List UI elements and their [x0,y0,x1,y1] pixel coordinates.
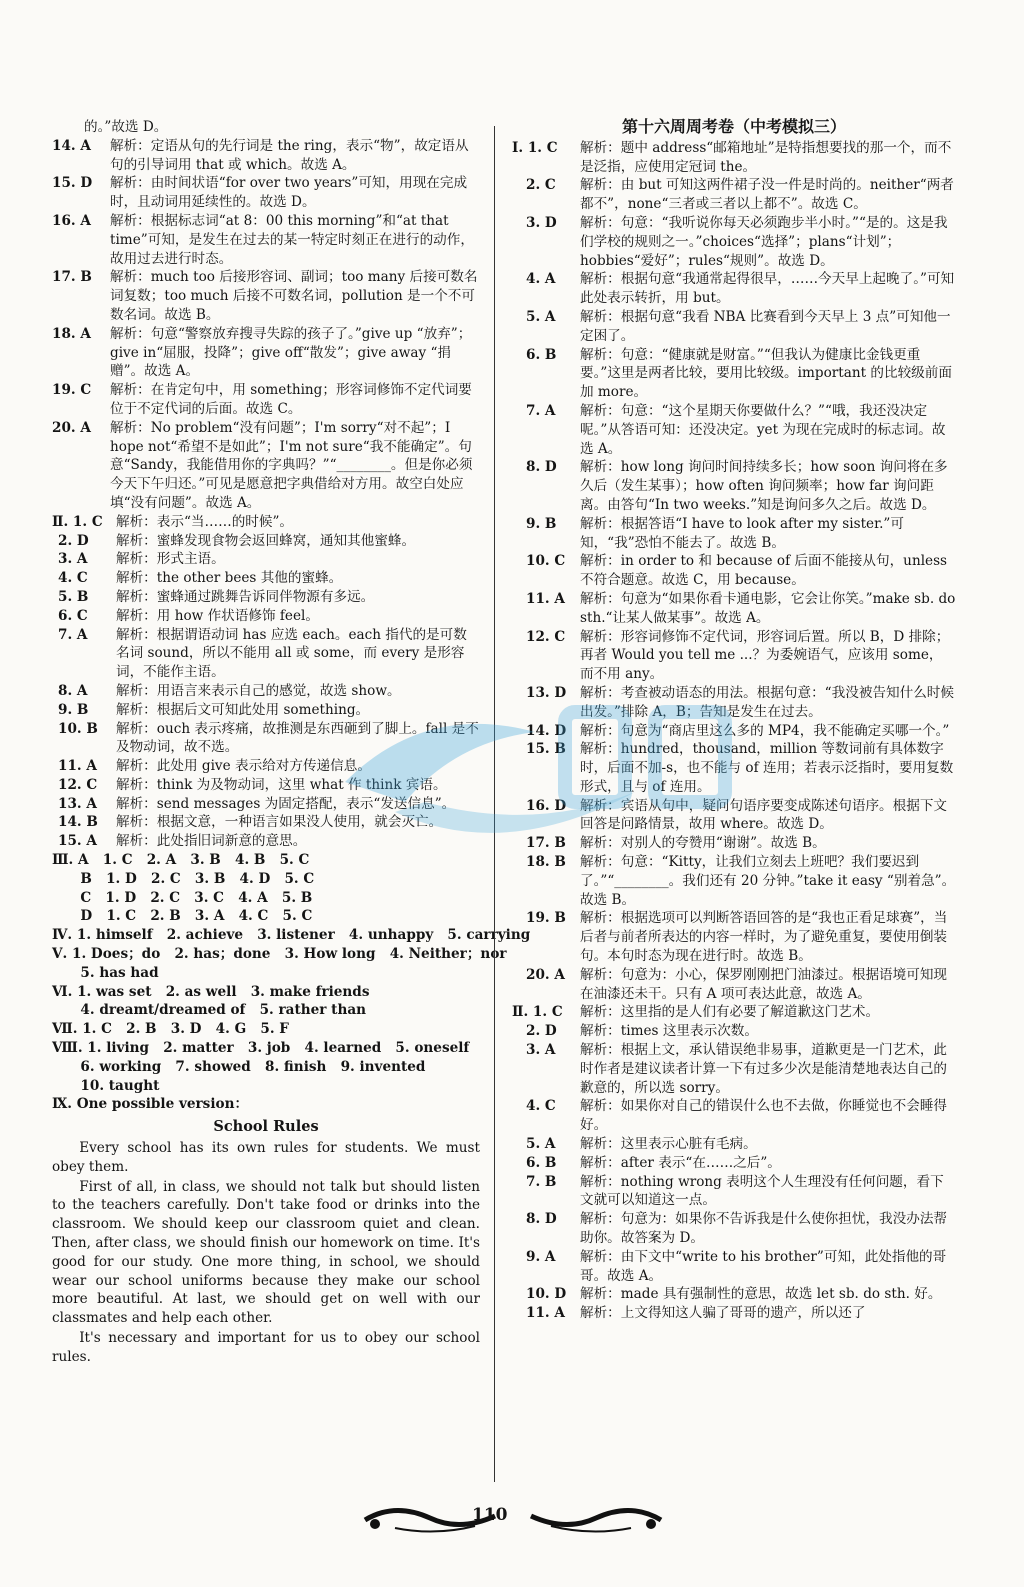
item-number: 17. B [52,269,92,286]
item-number: 15. B [526,741,566,758]
item-number: 2. D [526,1023,557,1040]
answer-item [512,1285,956,1304]
item-explanation: 解析：对别人的夸赞用“谢谢”。故选 B。 [580,835,826,852]
item-number: 2. C [526,177,556,194]
answer-key-line: 5. has had [52,964,159,981]
answer-item [52,268,480,324]
item-explanation: 解析：nothing wrong 表明这个人生理没有任何问题，看下文就可以知道这一点。 [580,1173,944,1209]
item-explanation: 解析：由时间状语“for over two years”可知，用现在完成时，且动词用延续性的。故选 D。 [110,175,468,211]
item-number: 18. A [52,325,91,342]
answer-key-line: Ⅶ. 1. C 2. B 3. D 4. G 5. F [52,1021,289,1038]
item-explanation: 解析：句意：“我听说你每天必须跑步半小时。”“是的。这是我们学校的规则之一。”choices“选择”；plans“计划”；hobbies“爱好”；rules“规则”。故选 D。 [580,214,948,269]
answer-item [512,346,956,402]
item-explanation: 解析：times 这里表示次数。 [580,1023,758,1040]
answer-item [512,590,960,628]
item-number: 9. B [58,701,89,718]
item-explanation: 解析：much too 后接形容词、副词；too many 后接可数名词复数；too much 后接不可数名词，pollution 是一个不可数名词。故选 B。 [110,269,478,323]
item-number: 5. B [58,588,89,605]
item-number: 12. C [58,776,98,793]
item-explanation: 解析：由下文中“write to his brother”可知，此处指他的哥哥。故选 A。 [580,1248,947,1284]
item-explanation: 解析：made 具有强制性的意思，故选 let sb. do sth. 好。 [580,1286,942,1303]
answer-key-line: C 1. D 2. C 3. C 4. A 5. B [52,889,313,906]
answer-item [52,174,480,212]
item-number: 7. B [526,1173,557,1190]
item-number: 5. A [526,308,556,325]
item-explanation: 解析：宾语从句中，疑问句语序要变成陈述句语序。根据下文回答是问路情景，故用 where。故选 D。 [580,797,948,833]
item-number: 11. A [58,758,97,775]
item-explanation: 解析：句意为“商店里这么多的 MP4，我不能确定买哪一个。” [580,722,950,739]
answer-key-line: D 1. C 2. B 3. A 4. C 5. C [52,908,313,925]
item-number: 15. D [52,175,93,192]
item-explanation: 解析：如果你对自己的错误什么也不去做，你睡觉也不会睡得好。 [580,1098,948,1134]
answer-item [52,532,480,551]
answer-item [512,176,956,214]
answer-item [512,308,956,346]
answer-key-line: Ⅷ. 1. living 2. matter 3. job 4. learned 5. oneself [52,1040,470,1057]
watermark-logo-icon [335,662,755,882]
item-explanation: 解析：由 but 可知这两件裙子没一件是时尚的。neither“两者都不”，none“三者或三者以上都不”。故选 C。 [580,177,954,213]
item-number: 19. C [52,382,92,399]
item-explanation: 解析：根据谓语动词 has 应选 each。each 指代的是可数名词 sound，所以不能用 all 或 some，而 every 是形容词，不能作主语。 [116,626,467,681]
answer-key-line: 4. dreamt/dreamed of 5. rather than [52,1002,367,1019]
item-number: 10. B [58,720,98,737]
answer-item [52,137,480,175]
answer-item [512,1210,956,1248]
item-explanation: 解析：定语从句的先行词是 the ring，表示“物”，故定语从句的引导词用 that 或 which。故选 A。 [110,137,469,173]
item-number: 14. B [58,814,98,831]
answer-key-line: B 1. D 2. C 3. B 4. D 5. C [52,870,315,887]
answer-item [512,1041,956,1097]
item-number: 4. C [526,1098,556,1115]
item-explanation: 解析：形式主语。 [116,551,225,568]
item-number: 3. A [58,551,88,568]
item-explanation: 解析：句意为：如果你不告诉我是什么使你担忧，我没办法帮助你。故答案为 D。 [580,1211,948,1247]
item-number: 15. A [58,833,97,850]
item-explanation: 解析：think 为及物动词，这里 what 作 think 宾语。 [116,776,447,793]
item-number: 19. B [526,910,566,927]
item-explanation: 解析：用语言来表示自己的感觉，故选 show。 [116,682,401,699]
item-number: 11. A [526,590,565,607]
item-number: 6. B [526,1154,557,1171]
answer-key-line: Ⅵ. 1. was set 2. as well 3. make friends [52,983,370,1000]
item-explanation: 解析：根据答语“I have to look after my sister.”可知，“我”恐怕不能去了。故选 B。 [580,515,904,551]
item-explanation: 解析：上文得知这人骗了哥哥的遗产，所以还了 [580,1305,866,1322]
item-explanation: 解析：句意：“这个星期天你要做什么？”“哦，我还没决定呢。”从答语可知：还没决定。yet 为现在完成时的标志词。故选 A。 [580,402,946,457]
item-explanation: 解析：考查被动语态的用法。根据句意：“我没被告知什么时候出发。”排除 A，B；告知是发生在过去。 [580,684,954,720]
item-number: 14. D [526,722,567,739]
section-title: 第十六周周考卷（中考模拟三） [621,117,846,136]
item-number: 6. C [58,607,88,624]
answer-item [52,118,480,137]
item-explanation: 的。”故选 D。 [84,119,168,135]
item-number: 8. D [526,459,557,476]
answer-item [512,909,956,965]
item-number: 4. C [58,570,88,587]
item-number: 13. D [526,684,567,701]
item-explanation: 解析：根据句意“我通常起得很早，……今天早上起晚了。”可知此处表示转折，用 but。 [580,271,955,307]
item-number: 10. C [526,553,566,570]
item-explanation: 解析：in order to 和 because of 后面不能接从句，unless 不符合题意。故选 C，用 because。 [580,553,952,589]
answer-item [512,1304,956,1323]
essay-title: School Rules [213,1118,319,1136]
answer-item [52,588,480,607]
answer-item [52,569,480,588]
answer-item [512,214,956,270]
item-number: 20. A [526,966,565,983]
answer-item [512,552,956,590]
answer-item [512,1173,956,1211]
answer-item [512,1003,956,1022]
item-explanation: 解析：表示“当……的时候”。 [116,513,294,530]
item-number: 13. A [58,795,97,812]
item-explanation: 解析：句意为“如果你看卡通电影，它会让你笑。”make sb. do sth.“让某人做某事”。故选 A。 [580,590,960,626]
item-explanation: 解析：No problem“没有问题”；I'm sorry“对不起”；I hope not“希望不是如此”；I'm not sure“我不能确定”。句意“Sandy，我能借用你的字典吗？”“________。但是你必须今天下午归还。”可见是愿意把字典借给对方用。故空白处应填“没有问题”。故选 A。 [110,419,473,511]
item-explanation: 解析：send messages 为固定搭配，表示“发送信息”。 [116,795,456,812]
item-number: 20. A [52,419,91,436]
item-number: 7. A [58,626,88,643]
answer-item [52,212,480,268]
answer-item [52,325,480,381]
answer-item [52,419,480,513]
item-explanation: 解析：根据标志词“at 8：00 this morning”和“at that time”可知，是发生在过去的某一特定时刻正在进行的动作，故用过去进行时态。 [110,212,474,267]
item-explanation: 解析：how long 询问时间持续多长；how soon 询问将在多久后（发生某事）；how often 询问频率；how far 询问距离。由答句“In two weeks.”知是询问多久之后。故选 D。 [580,459,948,513]
answer-item [512,966,956,1004]
item-explanation: 解析：此处用 give 表示给对方传递信息。 [116,758,371,775]
item-number: Ⅱ. 1. C [52,513,103,530]
item-explanation: 解析：根据文意，一种语言如果没人使用，就会灭亡。 [116,814,443,831]
item-explanation: 解析：句意为：小心，保罗刚刚把门油漆过。根据语境可知现在油漆还未干。只有 A 项可表达此意，故选 A。 [580,966,948,1002]
answer-item [512,458,956,514]
answer-key-line: 10. taught [52,1077,160,1094]
answer-key-line: 6. working 7. showed 8. finish 9. invented [52,1058,426,1075]
item-number: 18. B [526,854,566,871]
item-explanation: 解析：这里表示心脏有毛病。 [580,1136,757,1153]
item-explanation: 解析：此处指旧词新意的意思。 [116,833,307,850]
answer-item [512,1097,956,1135]
item-explanation: 解析：hundred，thousand，million 等数词前有具体数字时，后面不加-s，也不能与 of 连用；若表示泛指时，要用复数形式，且与 of 连用。 [580,741,954,795]
essay-paragraph: Every school has its own rules for students. We must obey them. [52,1140,480,1175]
item-number: 14. A [52,137,91,154]
answer-item [512,515,956,553]
item-number: 4. A [526,271,556,288]
item-number: 12. C [526,628,566,645]
item-number: 9. A [526,1248,556,1265]
essay-paragraph: First of all, in class, we should not talk but should listen to the teachers carefully. Don't take food or drinks into the classroom. We should keep our classroom quiet and clean. Then, after class, we should finish our homework on time. It's good for our study. One more thing, in school, we should wear our school uniforms because they make our school more beautiful. At last, we should get on well with our classmates and help each other. [52,1178,480,1327]
answer-key-line: Ⅸ. One possible version： [52,1096,249,1113]
item-number: 9. B [526,515,557,532]
item-number: 3. D [526,214,557,231]
item-number: 8. D [526,1211,557,1228]
item-explanation: 解析：蜜蜂发现食物会返回蜂窝，通知其他蜜蜂。 [116,532,416,549]
item-explanation: 解析：蜜蜂通过跳舞告诉同伴物源有多远。 [116,588,375,605]
item-explanation: 解析：根据选项可以判断答语回答的是“我也正看足球赛”，当后者与前者所表达的内容一样时，为了避免重复，要使用倒装句。本句时态为现在进行时。故选 B。 [580,910,948,965]
item-number: 17. B [526,835,566,852]
answer-item [52,381,480,419]
answer-item [512,1154,956,1173]
item-number: Ⅱ. 1. C [512,1004,563,1021]
item-number: 6. B [526,346,557,363]
item-explanation: 解析：这里指的是人们有必要了解道歉这门艺术。 [580,1004,880,1021]
answer-key-line: Ⅲ. A 1. C 2. A 3. B 4. B 5. C [52,852,310,869]
item-explanation: 解析：根据后文可知此处用 something。 [116,701,370,718]
item-number: 7. A [526,402,556,419]
item-explanation: 解析：句意“警察放弃搜寻失踪的孩子了。”give up “放弃”；give in“屈服，投降”；give off“散发”；give away “捐赠”。故选 A。 [110,325,472,380]
item-explanation: 解析：在肯定句中，用 something；形容词修饰不定代词要位于不定代词的后面。故选 C。 [110,382,472,417]
answer-item [512,402,956,458]
answer-item [512,1248,956,1286]
item-number: 10. D [526,1286,567,1303]
item-number: 11. A [526,1305,565,1322]
item-explanation: 解析：用 how 作状语修饰 feel。 [116,607,319,624]
answer-item [512,270,956,308]
item-number: 5. A [526,1136,556,1153]
answer-key-line: Ⅳ. 1. himself 2. achieve 3. listener 4. unhappy 5. carrying [52,927,531,944]
item-explanation: 解析：根据上文，承认错误绝非易事，道歉更是一门艺术，此时作者是建议读者计算一下有过多少次是能清楚地表达自己的歉意的，所以选 sorry。 [580,1042,948,1096]
answer-item [52,607,480,626]
item-number: 8. A [58,682,88,699]
answer-key-line: Ⅴ. 1. Does；do 2. has；done 3. How long 4. Neither；nor [52,946,507,963]
item-explanation: 解析：句意：“Kitty，让我们立刻去上班吧？我们要迟到了。”“________。我们还有 20 分钟。”take it easy “别着急”。故选 B。 [580,854,956,908]
item-explanation: 解析：after 表示“在……之后”。 [580,1154,781,1171]
item-number: 3. A [526,1042,556,1059]
answer-item [52,513,480,532]
item-explanation: 解析：句意：“健康就是财富。”“但我认为健康比金钱更重要。”这里是两者比较，要用比较级。important 的比较级前面加 more。 [580,346,952,401]
answer-item [512,1022,956,1041]
item-explanation: 解析：根据句意“我看 NBA 比赛看到今天早上 3 点”可知他一定困了。 [580,308,951,344]
page-number: 110 [472,1505,508,1525]
item-number: 16. A [52,212,91,229]
item-explanation: 解析：题中 address“邮箱地址”是特指想要找的那一个，而不是泛指，应使用定冠词 the。 [580,139,952,175]
item-explanation: 解析：ouch 表示疼痛，故推测是东西砸到了脚上。fall 是不及物动词，故不选。 [116,720,479,756]
item-number: 16. D [526,797,567,814]
item-explanation: 解析：the other bees 其他的蜜蜂。 [116,570,343,587]
item-number: 2. D [58,532,89,549]
item-number: Ⅰ. 1. C [512,139,558,156]
decorative-scroll-ornament-icon [355,1498,671,1538]
answer-item [52,550,480,569]
answer-item [512,1135,956,1154]
answer-item [512,139,956,177]
essay-paragraph: It's necessary and important for us to obey our school rules. [52,1330,480,1365]
item-explanation: 解析：形容词修饰不定代词，形容词后置。所以 B，D 排除；再者 Would you tell me ...？为委婉语气，应该用 some，而不用 any。 [580,628,950,683]
